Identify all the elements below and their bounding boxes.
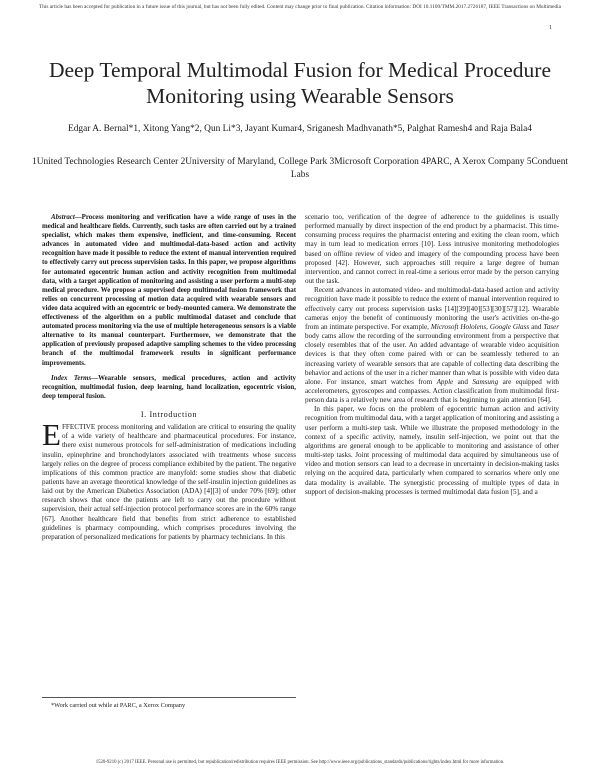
paper-title: Deep Temporal Multimodal Fusion for Medical Procedure Monitoring using Wearable Sensors xyxy=(48,58,552,108)
journal-notice: This article has been accepted for publication in a future issue of this journal, but has not been fully edited. Content may change prior to final publication. Citation information: DOI 10.1109/TMM.2017.2726187, IEEE Transactions on Multimedia xyxy=(39,4,561,10)
p2-emphasis-taser: Taser xyxy=(543,322,560,331)
intro-paragraph-3: In this paper, we focus on the problem of egocentric human action and activity recognition from multimodal data, with a target application of monitoring and assisting a user perform a multi-step task. While we illustrate the proposed methodology in the context of a specific activity, namely, insulin self-injection, we point out that the algorithms are general enough to be applicable to monitoring and assistance of other multi-step tasks. Joint processing of multimodal data acquired by simultaneous use of video and motion sensors can lead to a decrease in uncertainty in decision-making tasks relying on the acquired data, particularly when compared to scenarios where only one data modality is available. The synergistic processing of multiple types of data in support of decision-making processes is termed multimodal data fusion [5], and a xyxy=(305,405,559,496)
footnote: *Work carried out while at PARC, a Xerox Company xyxy=(42,697,296,709)
intro-paragraph-continued: scenario too, verification of the degree of adherence to the guidelines is usually performed manually by direct inspection of the end product by a pharmacist. This time-consuming process requires the pharmacist entering and exiting the clean room, which may in turn lead to medication errors [10]. Less intrusive monitoring methodologies based on offline review of video and imagery of the compounding process have been proposed [42]. However, such approaches still require a large degree of human intervention, and cannot correct in real-time a serious error made by the person carrying out the task. xyxy=(305,213,559,286)
p2-sep-2: and xyxy=(529,322,544,331)
intro-paragraph-2 xyxy=(305,286,559,405)
p2-emphasis-glass: Google Glass xyxy=(489,322,530,331)
right-column xyxy=(305,213,559,497)
left-column xyxy=(42,213,296,542)
index-terms-label: Index Terms xyxy=(51,374,92,382)
page-number: 1 xyxy=(549,25,552,31)
intro-paragraph-1 xyxy=(42,417,296,542)
p2-emphasis-hololens: Microsoft Hololens xyxy=(430,322,487,331)
abstract-text: —Process monitoring and verification have a wide range of uses in the medical and healthcare fields. Currently, such tasks are often carried out by a trained specialist, which makes them expensive, inefficient, and time-consuming. Recent advances in automated video and multimodal-data-based action and activity recognition have made it possible to reduce the extent of manual intervention required to effectively carry out process supervision tasks. In this paper, we propose algorithms for automated egocentric human action and activity recognition from multimodal data, with a target application of monitoring and assisting a user perform a multi-step medical procedure. We propose a supervised deep multimodal fusion framework that relies on concurrent processing of motion data acquired with wearable sensors and video data acquired with an egocentric or body-mounted camera. We demonstrate the effectiveness of the algorithm on a public multimodal dataset and conclude that automated process monitoring via the use of multiple heterogeneous sensors is a viable alternative to its manual counterpart. Furthermore, we demonstrate that the application of previously proposed adaptive sampling schemes to the video processing branch of the multimodal framework results in significant performance improvements. xyxy=(42,214,296,367)
paper-authors: Edgar A. Bernal*1, Xitong Yang*2, Qun Li*3, Jayant Kumar4, Sriganesh Madhvanath*5, Palghat Ramesh4 and Raja Bala4 xyxy=(68,124,532,134)
intro-paragraph-1-text: FFECTIVE process monitoring and validation are critical to ensuring the quality of a wide variety of healthcare and pharmaceutical procedures. For instance, there exist numerous protocols for self-administration of medications including insulin, epinephrine and bronchodylators associated with treatments whose success largely relies on the degree of process compliance exhibited by the patient. The negative implications of this common practice are manyfold: some studies show that diabetic patients have an average theoretical knowledge of the self-insulin injection guidelines as laid out by the American Diabetics Association (ADA) [4][3] of under 70% [69]; other research shows that once the patients are left to carry out the procedure without supervision, their actual self-injection protocol performance scores are in the 60% range [67]. Another healthcare field that benefits from strict adherence to established guidelines is pharmacy compounding, which comprises procedures involving the preparation of personalized medications for patients by pharmacy technicians. In this xyxy=(42,423,296,541)
section-heading-introduction: I. Introduction xyxy=(140,409,198,419)
paper-affiliations: 1United Technologies Research Center 2University of Maryland, College Park 3Microsoft Corporation 4PARC, A Xerox Company 5Conduent Labs xyxy=(32,157,568,180)
p2-text-c: are equipped with accelerometers, gyroscopes and compasses. Action classification from multimodal first-person data is a relatively new area of research that is beginning to gain attention [64]. xyxy=(305,377,559,405)
p2-text-b: body cams allow the recording of the surrounding environment from a perspective that closely resembles that of the user. An added advantage of wearable video acquisition devices is that they often come paired with or can be seamlessly tethered to an increasing variety of wearable sensors that are capable of collecting data describing the behavior and actions of the user in a richer manner than what is possible with video data alone. For instance, smart watches from xyxy=(305,332,559,386)
copyright-notice: 1520-9210 (c) 2017 IEEE. Personal use is permitted, but republication/redistribution requires IEEE permission. See http://www.ieee.org/publications_standards/publications/rights/index.html for more information. xyxy=(95,760,505,765)
abstract-label: Abstract xyxy=(51,214,75,221)
p2-sep-1: , xyxy=(486,322,490,331)
abstract xyxy=(42,213,296,368)
p2-emphasis-samsung: Samsung xyxy=(472,377,499,386)
p2-sep-3: and xyxy=(453,377,473,386)
index-terms xyxy=(42,374,296,401)
p2-text-a: Recent advances in automated video- and multimodal-data-based action and activity recognition have made it possible to reduce the extent of manual intervention required to effectively carry out process supervision tasks [14][39][40][53][30][57][12]. Wearable cameras enjoy the benefit of continuously monitoring the user's activities on-the-go from an intimate perspective. For example, xyxy=(305,286,559,331)
drop-cap: E xyxy=(42,417,61,453)
index-terms-text: —Wearable sensors, medical procedures, action and activity recognition, multimodal fusion, deep learning, hand localization, egocentric vision, deep temporal fusion. xyxy=(42,374,296,400)
p2-emphasis-apple: Apple xyxy=(436,377,454,386)
